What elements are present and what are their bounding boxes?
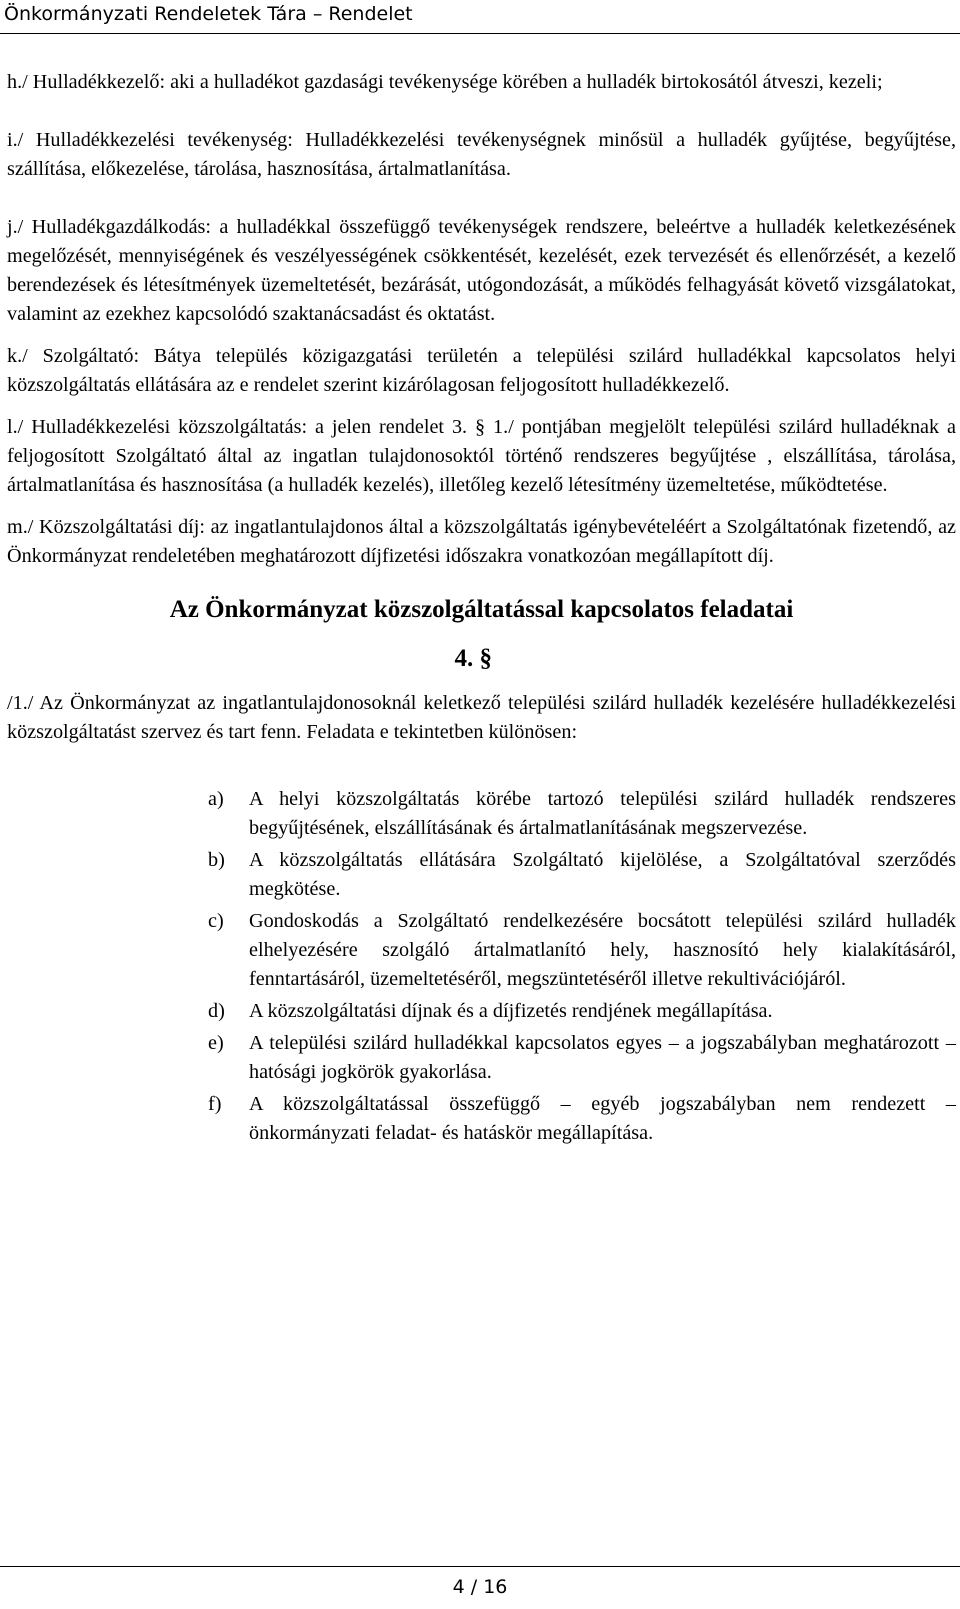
paragraph-1: /1./ Az Önkormányzat az ingatlantulajdonosoknál keletkező települési szilárd hulladék kezelésére hulladékkezelési közszolgáltatást szervez és tart fenn. Feladata e tekintetben különösen: xyxy=(7,692,956,743)
list-item-f xyxy=(7,1090,956,1148)
list-marker: c) xyxy=(208,910,224,932)
list-item-a xyxy=(7,785,956,843)
chapter-heading: Az Önkormányzat közszolgáltatással kapcsolatos feladatai xyxy=(169,596,794,623)
task-list xyxy=(7,785,956,1148)
list-text: A közszolgáltatással összefüggő – egyéb jogszabályban nem rendezett – önkormányzati feladat- és hatáskör megállapítása. xyxy=(249,1093,956,1144)
list-item-e xyxy=(7,1029,956,1087)
footer-divider xyxy=(0,1566,960,1567)
list-item-d xyxy=(7,997,956,1026)
definition-m: m./ Közszolgáltatási díj: az ingatlantulajdonos által a közszolgáltatás igénybevételéért a Szolgáltatónak fizetendő, az Önkormányzat rendeletében meghatározott díjfizetési időszakra vonatkozóan megállapított díj. xyxy=(7,516,956,567)
list-marker: e) xyxy=(208,1032,224,1054)
list-text: A helyi közszolgáltatás körébe tartozó települési szilárd hulladék rendszeres begyűjtésének, elszállításának és ártalmatlanításának megszervezése. xyxy=(249,788,956,839)
definition-j: j./ Hulladékgazdálkodás: a hulladékkal összefüggő tevékenységek rendszere, beleértve a hulladék keletkezésének megelőzését, mennyiségének és veszélyességének csökkentését, kezelését, ezek tervezését és ellenőrzését, a kezelő berendezések és létesítmények üzemeltetését, bezárását, utógondozását, a működés felhagyását követő vizsgálatokat, valamint az ezekhez kapcsolódó szaktanácsadást és oktatást. xyxy=(7,216,956,325)
list-text: A közszolgáltatás ellátására Szolgáltató kijelölése, a Szolgáltatóval szerződés megkötése. xyxy=(249,849,956,900)
definition-i: i./ Hulladékkezelési tevékenység: Hulladékkezelési tevékenységnek minősül a hulladék gyűjtése, begyűjtése, szállítása, előkezelése, tárolása, hasznosítása, ártalmatlanítása. xyxy=(7,129,956,180)
list-marker: a) xyxy=(208,788,224,810)
page-number: 4 / 16 xyxy=(452,1576,508,1598)
document-title: Önkormányzati Rendeletek Tára – Rendelet xyxy=(4,3,413,25)
page-header xyxy=(0,0,960,36)
list-text: Gondoskodás a Szolgáltató rendelkezésére bocsátott települési szilárd hulladék elhelyezésére szolgáló ártalmatlanító hely, hasznosító hely kialakításáról, fenntartásáról, üzemeltetéséről, megszüntetéséről illetve rekultivációjáról. xyxy=(249,910,956,990)
list-marker: d) xyxy=(208,1000,225,1022)
definition-l: l./ Hulladékkezelési közszolgáltatás: a jelen rendelet 3. § 1./ pontjában megjelölt települési szilárd hulladéknak a feljogosított Szolgáltató által az ingatlan tulajdonosoktól történő rendszeres begyűjtése , elszállítása, tárolása, ártalmatlanítása és hasznosítása (a hulladék kezelés), illetőleg kezelő létesítmény üzemeltetése, működtetése. xyxy=(7,416,956,496)
page-footer xyxy=(0,1566,960,1609)
list-marker: f) xyxy=(208,1093,222,1115)
section-number: 4. § xyxy=(454,645,492,672)
definition-h: h./ Hulladékkezelő: aki a hulladékot gazdasági tevékenysége körében a hulladék birtokosától átveszi, kezeli; xyxy=(7,71,883,93)
document-body xyxy=(7,68,956,1151)
list-item-c xyxy=(7,907,956,994)
list-item-b xyxy=(7,846,956,904)
list-text: A települési szilárd hulladékkal kapcsolatos egyes – a jogszabályban meghatározott – hatósági jogkörök gyakorlása. xyxy=(249,1032,956,1083)
list-marker: b) xyxy=(208,849,225,871)
header-divider xyxy=(0,33,960,34)
definition-k: k./ Szolgáltató: Bátya település közigazgatási területén a települési szilárd hulladékkal kapcsolatos helyi közszolgáltatás ellátására az e rendelet szerint kizárólagosan feljogosított hulladékkezelő. xyxy=(7,345,956,396)
list-text: A közszolgáltatási díjnak és a díjfizetés rendjének megállapítása. xyxy=(249,1000,773,1022)
